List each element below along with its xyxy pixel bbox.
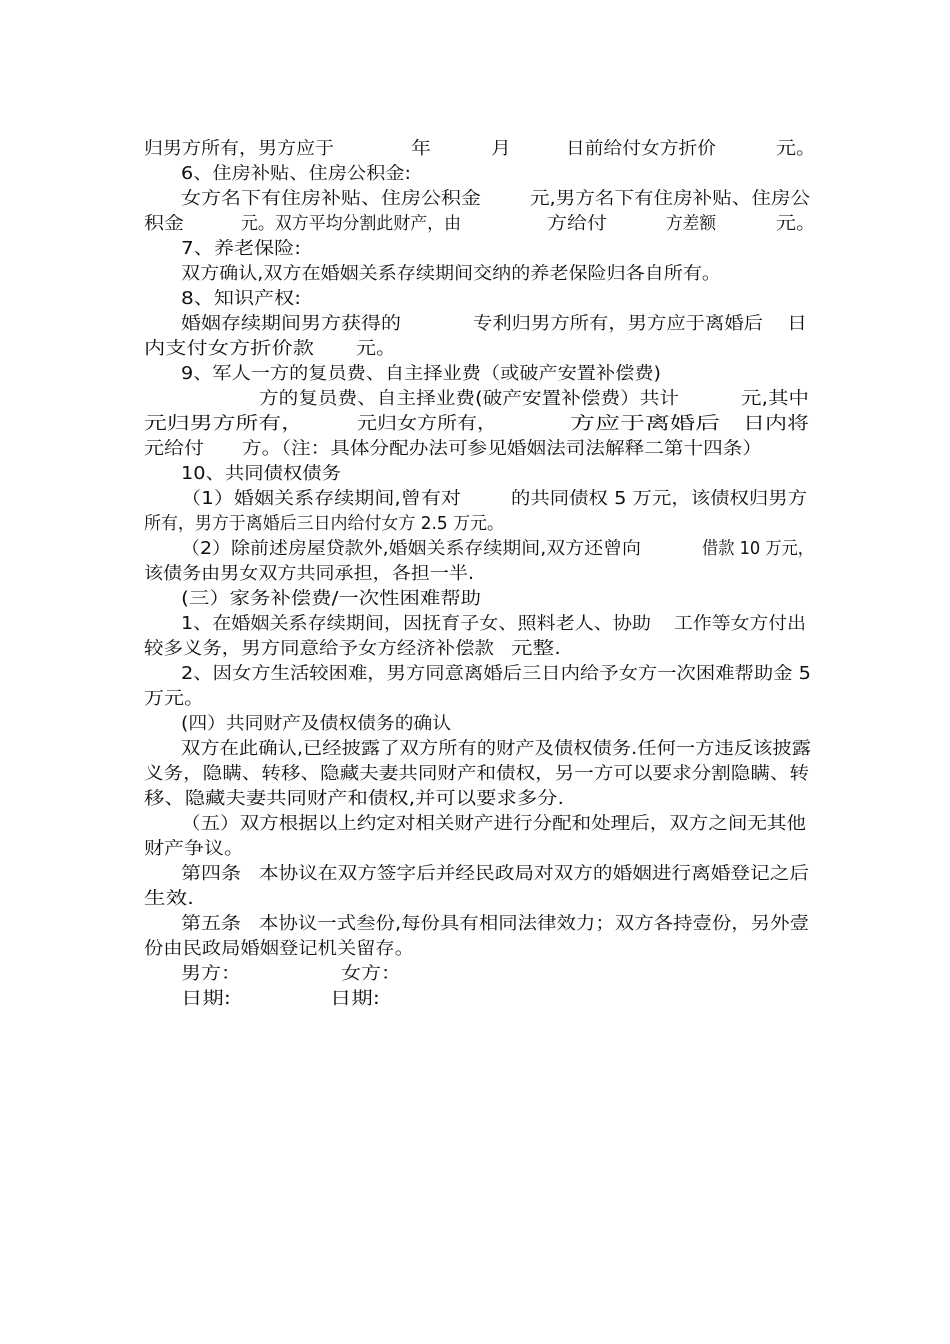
text-segment: 移、隐藏夫妻共同财产和债权,并可以要求多分.	[144, 789, 564, 809]
text-segment: 月	[491, 139, 511, 159]
text-segment: 该债务由男女双方共同承担，各担一半.	[144, 564, 474, 584]
text-line	[0, 336, 950, 362]
text-line	[0, 186, 950, 212]
text-segment: 日内将	[743, 414, 809, 434]
text-line	[0, 136, 950, 162]
text-segment: 元,其中	[741, 389, 809, 409]
text-segment: 生效.	[144, 889, 194, 909]
text-line	[0, 786, 950, 812]
text-segment: 双方确认,双方在婚姻关系存续期间交纳的养老保险归各自所有。	[181, 264, 721, 284]
text-segment: 方差额	[666, 214, 716, 234]
text-segment: 日	[787, 314, 807, 334]
text-segment: 双方在此确认,已经披露了双方所有的财产及债权债务.任何一方违反该披露	[181, 739, 811, 759]
text-segment: 元。	[776, 139, 816, 159]
text-segment: 日前给付女方折价	[566, 139, 716, 159]
text-segment: 婚姻存续期间男方获得的	[181, 314, 401, 334]
text-line	[0, 686, 950, 712]
text-line	[0, 961, 950, 987]
text-segment: 本协议在双方签字后并经民政局对双方的婚姻进行离婚登记之后	[259, 864, 809, 884]
text-segment: 9、军人一方的复员费、自主择业费（或破产安置补偿费)	[181, 364, 661, 384]
text-segment: 元给付	[144, 439, 204, 459]
text-segment: 7、养老保险:	[181, 239, 301, 259]
text-line	[0, 411, 950, 437]
text-segment: 元归女方所有，	[357, 414, 497, 434]
text-segment: 男方：	[181, 964, 241, 984]
text-segment: （2）除前述房屋贷款外,婚姻关系存续期间,双方还曾向	[181, 539, 641, 559]
text-line	[0, 561, 950, 587]
text-segment: 万元。	[144, 689, 204, 709]
text-line	[0, 661, 950, 687]
text-line	[0, 161, 950, 187]
text-segment: (四）共同财产及债权债务的确认	[181, 714, 451, 734]
text-line	[0, 211, 950, 237]
text-segment: 内支付女方折价款	[144, 339, 314, 359]
text-line	[0, 711, 950, 737]
text-segment: 年	[411, 139, 431, 159]
text-line	[0, 836, 950, 862]
text-line	[0, 486, 950, 512]
text-line	[0, 736, 950, 762]
text-segment: 女方：	[341, 964, 401, 984]
text-line	[0, 861, 950, 887]
text-segment: 方的复员费、自主择业费(破产安置补偿费）共计	[259, 389, 679, 409]
text-segment: 份由民政局婚姻登记机关留存。	[144, 939, 414, 959]
text-segment: 8、知识产权:	[181, 289, 301, 309]
text-segment: （五）双方根据以上约定对相关财产进行分配和处理后，双方之间无其他	[181, 814, 806, 834]
text-segment: 方应于离婚后	[570, 414, 720, 434]
text-segment: 积金	[144, 214, 184, 234]
text-segment: 方给付	[547, 214, 607, 234]
text-segment: 方。（注：具体分配办法可参见婚姻法司法解释二第十四条）	[242, 439, 762, 459]
text-segment: (三）家务补偿费/一次性困难帮助	[181, 589, 481, 609]
text-line	[0, 811, 950, 837]
text-segment: 元。	[776, 214, 816, 234]
text-segment: 元归男方所有，	[144, 414, 304, 434]
text-line	[0, 436, 950, 462]
text-segment: 工作等女方付出	[674, 614, 806, 634]
text-segment: 元,男方名下有住房补贴、住房公	[530, 189, 810, 209]
text-segment: 所有，男方于离婚后三日内给付女方 2.5 万元。	[144, 514, 504, 534]
text-segment: 6、住房补贴、住房公积金:	[181, 164, 411, 184]
text-segment: 本协议一式叁份,每份具有相同法律效力；双方各持壹份，另外壹	[259, 914, 809, 934]
text-line	[0, 311, 950, 337]
text-segment: 1、在婚姻关系存续期间，因抚育子女、照料老人、协助	[181, 614, 651, 634]
text-segment: 财产争议。	[144, 839, 244, 859]
text-segment: 10、共同债权债务	[181, 464, 341, 484]
text-line	[0, 536, 950, 562]
text-line	[0, 761, 950, 787]
text-segment: 日期:	[330, 989, 380, 1009]
text-segment: 借款 10 万元，	[702, 539, 814, 559]
text-segment: 义务，隐瞒、转移、隐藏夫妻共同财产和债权，另一方可以要求分割隐瞒、转	[144, 764, 809, 784]
text-line	[0, 986, 950, 1012]
text-line	[0, 936, 950, 962]
text-line	[0, 886, 950, 912]
text-line	[0, 911, 950, 937]
text-segment: 元。双方平均分割此财产，由	[241, 214, 461, 234]
text-segment: 第四条	[181, 864, 241, 884]
text-segment: 的共同债权 5 万元，该债权归男方	[511, 489, 807, 509]
text-line	[0, 386, 950, 412]
text-line	[0, 636, 950, 662]
text-segment: 专利归男方所有，男方应于离婚后	[473, 314, 763, 334]
text-segment: 元整.	[511, 639, 561, 659]
text-segment: 较多义务，男方同意给予女方经济补偿款	[144, 639, 495, 659]
text-line	[0, 236, 950, 262]
text-line	[0, 361, 950, 387]
text-segment: 第五条	[181, 914, 241, 934]
text-segment: （1）婚姻关系存续期间,曾有对	[181, 489, 461, 509]
text-segment: 日期:	[181, 989, 231, 1009]
text-line	[0, 286, 950, 312]
text-segment: 2、因女方生活较困难，男方同意离婚后三日内给予女方一次困难帮助金 5	[181, 664, 811, 684]
text-segment: 归男方所有，男方应于	[144, 139, 334, 159]
text-line	[0, 461, 950, 487]
text-line	[0, 261, 950, 287]
text-segment: 女方名下有住房补贴、住房公积金	[181, 189, 481, 209]
text-line	[0, 511, 950, 537]
text-segment: 元。	[356, 339, 396, 359]
text-line	[0, 611, 950, 637]
text-line	[0, 586, 950, 612]
